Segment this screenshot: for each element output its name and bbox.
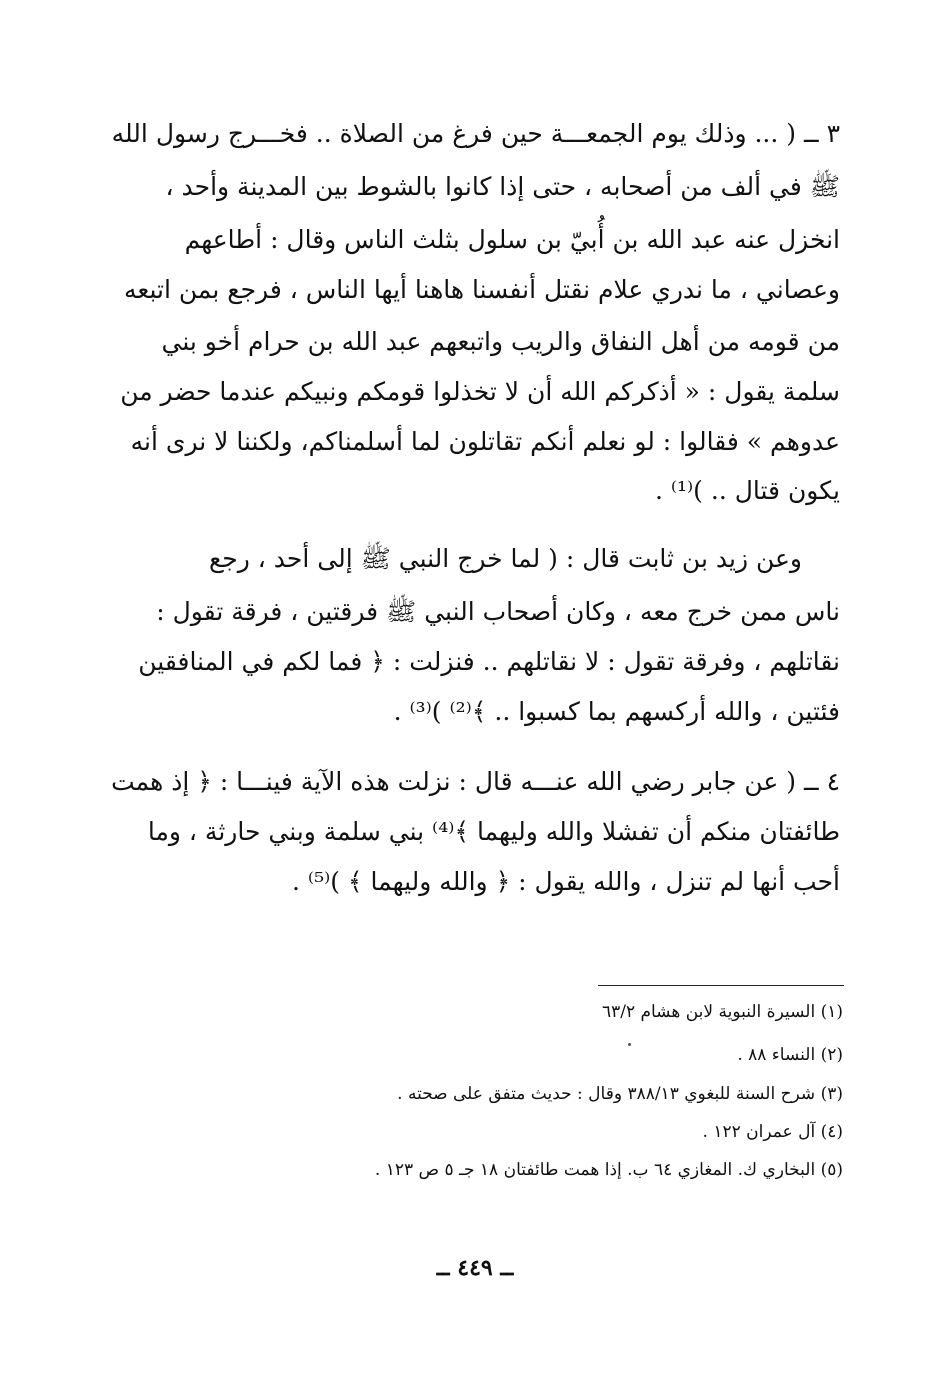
page-number: ــ ٤٤٩ ــ xyxy=(436,1255,514,1281)
main-text xyxy=(80,0,840,940)
text-line: أحب أنها لم تنزل ، والله يقول : ﴿ والله وليهما ﴾ )⁽⁵⁾ . xyxy=(292,867,840,896)
text-line: وعصاني ، ما ندري علام نقتل أنفسنا هاهنا أيها الناس ، فرجع بمن اتبعه xyxy=(124,275,840,304)
text-line: يكون قتال .. )⁽¹⁾ . xyxy=(654,476,840,505)
footnote: (٣) شرح السنة للبغوي ٣٨٨/١٣ وقال : حديث متفق على صحته . xyxy=(397,1084,843,1104)
text-line: وعن زيد بن ثابت قال : ( لما خرج النبي ﷺ إلى أحد ، رجع xyxy=(209,544,802,573)
footnote: (٢) النساء ٨٨ . xyxy=(737,1045,843,1065)
text-line: عدوهم » فقالوا : لو نعلم أنكم تقاتلون لما أسلمناكم، ولكننا لا نرى أنه xyxy=(130,427,840,456)
text-line: فئتين ، والله أركسهم بما كسبوا .. ﴾⁽²⁾ )⁽³⁾ . xyxy=(393,697,840,726)
footnote: (٤) آل عمران ١٢٢ . xyxy=(702,1122,843,1142)
text-line: من قومه من أهل النفاق والريب واتبعهم عبد الله بن حرام أخو بني xyxy=(161,327,840,356)
text-line: سلمة يقول : « أذكركم الله أن لا تخذلوا قومكم ونبيكم عندما حضر من xyxy=(120,377,840,406)
text-line: ٣ ــ ( ... وذلك يوم الجمعـــة حين فرغ من الصلاة .. فخـــرج رسول الله xyxy=(111,119,840,148)
text-line: نقاتلهم ، وفرقة تقول : لا نقاتلهم .. فنزلت : ﴿ فما لكم في المنافقين xyxy=(138,647,840,676)
text-line: ﷺ في ألف من أصحابه ، حتى إذا كانوا بالشوط بين المدينة وأحد ، xyxy=(165,172,840,201)
footnote-separator xyxy=(598,985,844,986)
footnote: (١) السيرة النبوية لابن هشام ٦٣/٢ xyxy=(601,1002,843,1022)
text-line: ناس ممن خرج معه ، وكان أصحاب النبي ﷺ فرقتين ، فرقة تقول : xyxy=(156,597,840,626)
footnote: (٥) البخاري ك. المغازي ٦٤ ب. إذا همت طائفتان ١٨ جـ ٥ ص ١٢٣ . xyxy=(374,1160,843,1180)
text-line: انخزل عنه عبد الله بن أُبيّ بن سلول بثلث الناس وقال : أطاعهم xyxy=(184,225,840,254)
text-line: ٤ ــ ( عن جابر رضي الله عنـــه قال : نزلت هذه الآية فينـــا : ﴿ إذ همت xyxy=(111,767,840,796)
speck xyxy=(628,1043,631,1046)
text-line: طائفتان منكم أن تفشلا والله وليهما ﴾⁽⁴⁾ بني سلمة وبني حارثة ، وما xyxy=(147,817,840,846)
